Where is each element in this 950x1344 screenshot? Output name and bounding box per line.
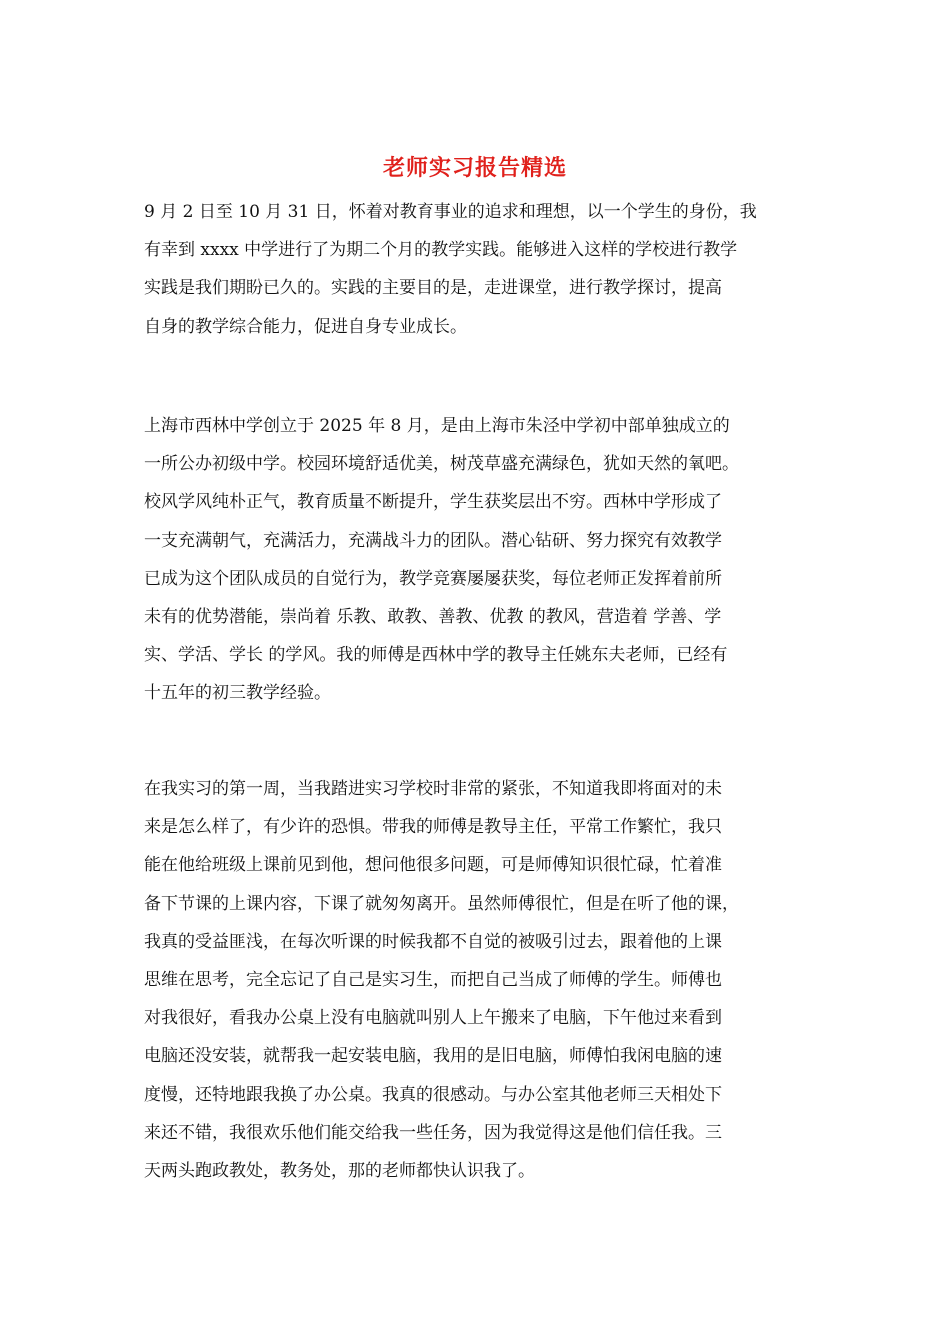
paragraph-line: 来还不错，我很欢乐他们能交给我一些任务，因为我觉得这是他们信任我。三	[144, 1122, 722, 1143]
paragraph-line: 一所公办初级中学。校园环境舒适优美，树茂草盛充满绿色，犹如天然的氧吧。	[144, 454, 739, 475]
paragraph-line: 电脑还没安装，就帮我一起安装电脑，我用的是旧电脑，师傅怕我闲电脑的速	[144, 1046, 722, 1067]
paragraph-line: 度慢，还特地跟我换了办公桌。我真的很感动。与办公室其他老师三天相处下	[144, 1084, 722, 1105]
paragraph-line: 上海市西林中学创立于 2025 年 8 月，是由上海市朱泾中学初中部单独成立的	[144, 416, 730, 436]
paragraph-line: 天两头跑政教处，教务处，那的老师都快认识我了。	[144, 1161, 535, 1182]
paragraph-line: 我真的受益匪浅，在每次听课的时候我都不自觉的被吸引过去，跟着他的上课	[144, 931, 722, 952]
paragraph-line: 在我实习的第一周，当我踏进实习学校时非常的紧张，不知道我即将面对的未	[144, 779, 722, 799]
paragraph-line: 思维在思考，完全忘记了自己是实习生，而把自己当成了师傅的学生。师傅也	[144, 970, 722, 991]
paragraph-line: 对我很好，看我办公桌上没有电脑就叫别人上午搬来了电脑，下午他过来看到	[144, 1008, 722, 1029]
paragraph-line: 实践是我们期盼已久的。实践的主要目的是，走进课堂，进行教学探讨，提高	[144, 278, 722, 299]
paragraph-1	[144, 193, 812, 346]
paragraph-line: 已成为这个团队成员的自觉行为，教学竞赛屡屡获奖，每位老师正发挥着前所	[144, 568, 722, 589]
paragraph-line: 未有的优势潜能，崇尚着 乐教、敢教、善教、优教 的教风，营造着 学善、学	[144, 607, 722, 628]
paragraph-line: 备下节课的上课内容，下课了就匆匆离开。虽然师傅很忙，但是在听了他的课，	[144, 893, 739, 914]
paragraph-line: 自身的教学综合能力，促进自身专业成长。	[144, 316, 467, 337]
paragraph-line: 能在他给班级上课前见到他，想问他很多问题，可是师傅知识很忙碌，忙着准	[144, 855, 722, 876]
paragraph-line: 十五年的初三教学经验。	[144, 683, 331, 704]
paragraph-line: 9 月 2 日至 10 月 31 日，怀着对教育事业的追求和理想，以一个学生的身份，我	[144, 202, 757, 222]
paragraph-line: 一支充满朝气，充满活力，充满战斗力的团队。潜心钻研、努力探究有效教学	[144, 530, 722, 551]
paragraph-line: 校风学风纯朴正气，教育质量不断提升，学生获奖层出不穷。西林中学形成了	[144, 492, 722, 513]
paragraph-line: 来是怎么样了，有少许的恐惧。带我的师傅是教导主任，平常工作繁忙，我只	[144, 817, 722, 838]
paragraph-3	[144, 770, 812, 1190]
document-title: 老师实习报告精选	[382, 155, 567, 181]
paragraph-2	[144, 407, 812, 713]
paragraph-line: 实、学活、学长 的学风。我的师傅是西林中学的教导主任姚东夫老师，已经有	[144, 645, 728, 666]
paragraph-line: 有幸到 xxxx 中学进行了为期二个月的教学实践。能够进入这样的学校进行教学	[144, 240, 738, 261]
